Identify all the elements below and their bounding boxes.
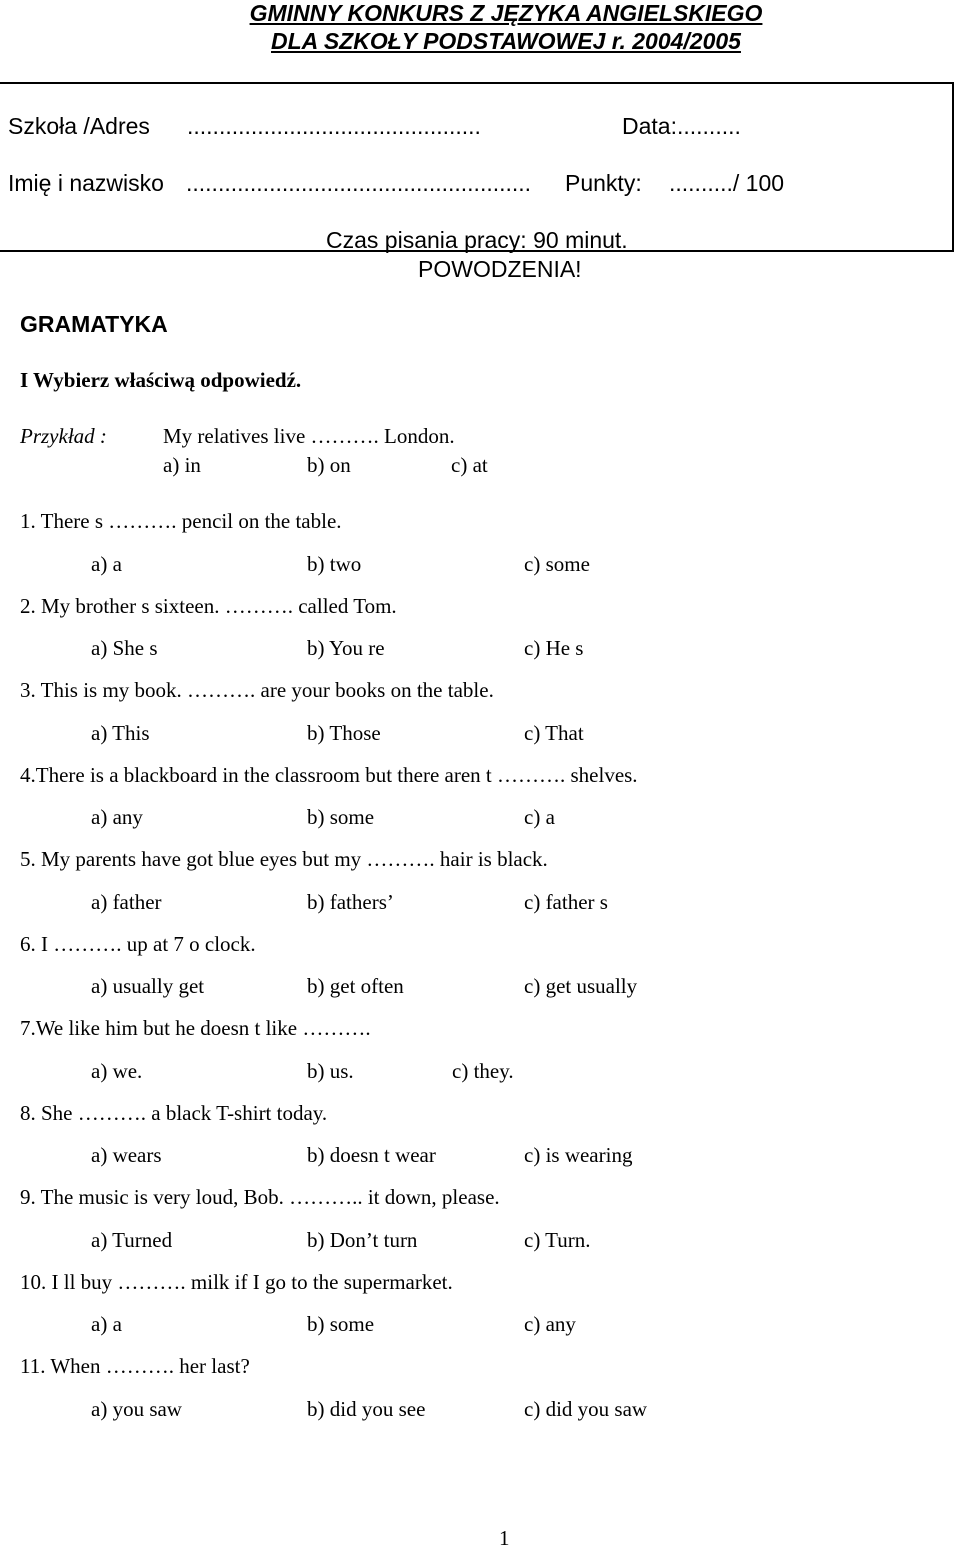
question-text: 11. When ………. her last? (20, 1354, 250, 1378)
question-text: 4.There is a blackboard in the classroom but there aren t ………. shelves. (20, 763, 638, 787)
question-text: 1. There s ………. pencil on the table. (20, 509, 342, 533)
example-sentence: My relatives live ………. London. (163, 424, 455, 448)
question-option-a: a) This (91, 721, 150, 745)
question-option-b: b) Don’t turn (307, 1228, 418, 1252)
points-value: ........../ 100 (669, 170, 785, 196)
school-label: Szkoła /Adres (8, 113, 150, 139)
question-text: 2. My brother s sixteen. ………. called Tom. (20, 594, 397, 618)
example-label: Przykład : (20, 424, 107, 448)
name-dots: ...................................................... (186, 170, 532, 196)
points-label: Punkty: (565, 170, 642, 196)
question-option-a: a) a (91, 1312, 122, 1336)
date-label: Data:.......... (622, 113, 741, 139)
question-text: 7.We like him but he doesn t like ………. (20, 1016, 371, 1040)
question-option-c: c) any (524, 1312, 576, 1336)
question-option-c: c) That (524, 721, 584, 745)
question-option-b: b) some (307, 805, 375, 829)
name-label: Imię i nazwisko (8, 170, 164, 196)
question-option-c: c) get usually (524, 974, 638, 998)
question-option-b: b) doesn t wear (307, 1143, 436, 1167)
question-option-b: b) us. (307, 1059, 354, 1083)
question-option-a: a) She s (91, 636, 158, 660)
question-option-c: c) they. (452, 1059, 514, 1083)
question-option-a: a) a (91, 552, 122, 576)
question-option-a: a) any (91, 805, 143, 829)
question-option-a: a) you saw (91, 1397, 182, 1421)
question-text: 3. This is my book. ………. are your books on the table. (20, 678, 494, 702)
title-line-1: GMINNY KONKURS Z JĘZYKA ANGIELSKIEGO (249, 0, 763, 26)
section-title: GRAMATYKA (20, 311, 168, 337)
question-option-b: b) get often (307, 974, 404, 998)
question-option-b: b) fathers’ (307, 890, 394, 914)
page-number: 1 (499, 1526, 510, 1550)
school-dots: .............................................. (187, 113, 481, 139)
question-option-c: c) did you saw (524, 1397, 648, 1421)
section-instruction: I Wybierz właściwą odpowiedź. (20, 368, 302, 392)
title-line-2: DLA SZKOŁY PODSTAWOWEJ r. 2004/2005 (271, 28, 741, 54)
time-info: Czas pisania pracy: 90 minut. (326, 227, 628, 253)
question-option-c: c) father s (524, 890, 608, 914)
question-text: 8. She ………. a black T-shirt today. (20, 1101, 328, 1125)
question-text: 10. I ll buy ………. milk if I go to the supermarket. (20, 1270, 453, 1294)
example-option-a: a) in (163, 453, 201, 477)
question-text: 6. I ………. up at 7 o clock. (20, 932, 256, 956)
question-option-c: c) He s (524, 636, 584, 660)
question-option-c: c) Turn. (524, 1228, 591, 1252)
question-option-a: a) usually get (91, 974, 205, 998)
example-option-c: c) at (451, 453, 488, 477)
question-option-a: a) Turned (91, 1228, 173, 1252)
good-luck: POWODZENIA! (418, 256, 582, 282)
question-option-a: a) we. (91, 1059, 143, 1083)
example-option-b: b) on (307, 453, 351, 477)
question-option-a: a) father (91, 890, 162, 914)
question-option-b: b) two (307, 552, 362, 576)
question-option-a: a) wears (91, 1143, 162, 1167)
question-text: 5. My parents have got blue eyes but my ………. hair is black. (20, 847, 548, 871)
question-option-b: b) some (307, 1312, 375, 1336)
question-option-b: b) Those (307, 721, 381, 745)
question-text: 9. The music is very loud, Bob. ……….. it down, please. (20, 1185, 500, 1209)
question-option-b: b) You re (307, 636, 385, 660)
question-option-c: c) a (524, 805, 555, 829)
question-option-c: c) some (524, 552, 590, 576)
question-option-c: c) is wearing (524, 1143, 633, 1167)
question-option-b: b) did you see (307, 1397, 426, 1421)
